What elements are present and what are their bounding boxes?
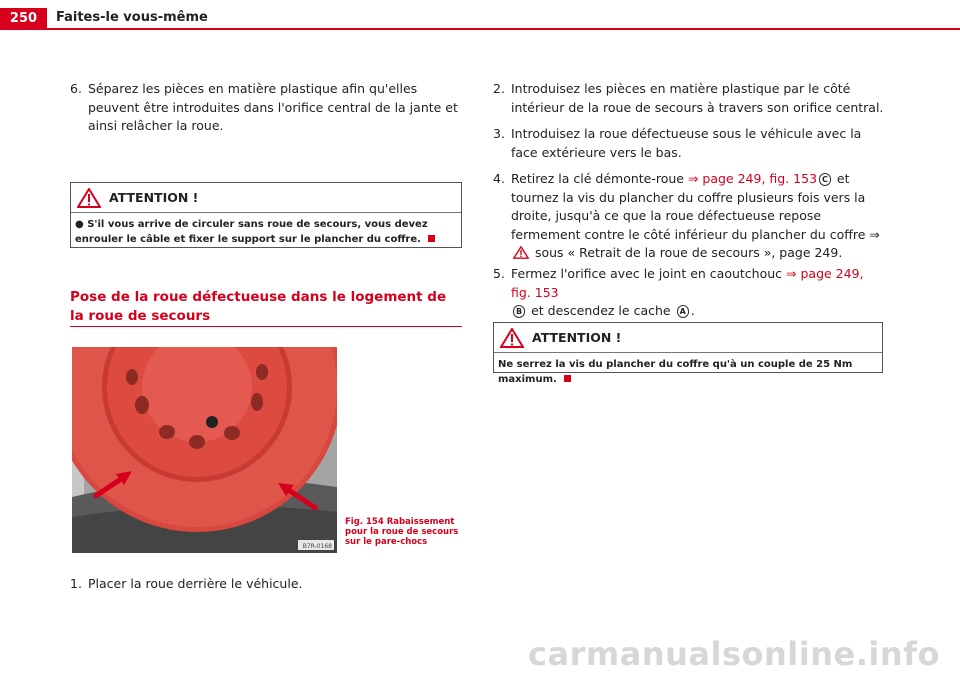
figure-caption: Fig. 154 Rabaissement pour la roue de secours sur le pare-chocs xyxy=(345,517,459,547)
step-text-part: et descendez le cache xyxy=(527,303,675,318)
step-text xyxy=(493,170,885,263)
warning-icon xyxy=(500,328,524,348)
section-rule xyxy=(70,326,462,327)
end-mark-icon xyxy=(564,375,571,382)
warning-icon xyxy=(513,246,529,259)
page-header xyxy=(0,0,960,30)
attention-title: ATTENTION ! xyxy=(532,330,622,345)
step-number: 5. xyxy=(493,266,505,281)
step-text-part: sous « Retrait de la roue de secours », page 249. xyxy=(531,245,843,260)
page-reference-link[interactable]: ⇒ page 249, fig. 153 xyxy=(687,171,818,186)
callout-a-badge: A xyxy=(677,305,689,318)
step-number: 3. xyxy=(493,126,505,141)
step-number: 2. xyxy=(493,81,505,96)
header-rule xyxy=(47,28,960,30)
step-text-part: . xyxy=(690,303,695,318)
step-text: Séparez les pièces en matière plastique afin qu'elles peuvent être introduites dans l'orifice central de la jante et ainsi relâcher la roue. xyxy=(88,81,458,133)
callout-b-badge: B xyxy=(513,305,525,318)
step-number: 6. xyxy=(70,81,82,96)
attention-box xyxy=(493,322,883,385)
warning-icon xyxy=(77,188,101,208)
callout-c-badge: C xyxy=(819,173,831,186)
watermark: carmanualsonline.info xyxy=(528,635,940,673)
step-text: Introduisez la roue défectueuse sous le véhicule avec la face extérieure vers le bas. xyxy=(511,126,862,160)
page-number: 250 xyxy=(0,8,47,30)
end-mark-icon xyxy=(428,235,435,242)
step-text: Placer la roue derrière le véhicule. xyxy=(88,576,303,591)
step-2 xyxy=(493,80,885,117)
step-text xyxy=(493,265,885,321)
step-text-part: Retirez la clé démonte-roue xyxy=(511,171,688,186)
section-title: Pose de la roue défectueuse dans le logement de la roue de secours xyxy=(70,289,447,324)
attention-box xyxy=(70,182,462,248)
step-text-part: et tournez la vis du plancher du coffre plusieurs fois vers la droite, jusqu'à ce que la roue défectueuse repose fermement contre le côté inférieur du plancher du coffre ⇒ xyxy=(511,171,880,242)
step-number: 1. xyxy=(70,576,82,591)
attention-title: ATTENTION ! xyxy=(109,190,199,205)
step-text-part: Fermez l'orifice avec le joint en caoutchouc xyxy=(511,266,787,281)
attention-body: Ne serrez la vis du plancher du coffre qu'à un couple de 25 Nm maximum. xyxy=(498,359,853,385)
step-5 xyxy=(493,265,885,321)
attention-text xyxy=(71,213,461,251)
step-1 xyxy=(70,575,465,594)
attention-header xyxy=(71,183,461,213)
spare-wheel-illustration xyxy=(72,347,337,553)
step-text: Introduisez les pièces en matière plastique par le côté intérieur de la roue de secours à travers son orifice central. xyxy=(511,81,884,115)
attention-header xyxy=(494,323,882,353)
step-number: 4. xyxy=(493,171,505,186)
running-title: Faites-le vous-même xyxy=(56,10,208,25)
attention-text xyxy=(494,353,882,391)
step-4 xyxy=(493,170,885,263)
step-6 xyxy=(70,80,465,136)
step-3 xyxy=(493,125,885,162)
attention-body: S'il vous arrive de circuler sans roue de secours, vous devez enrouler le câble et fixer le support sur le plancher du coffre. xyxy=(75,219,428,245)
bullet-icon: ● xyxy=(75,219,84,230)
figure-154 xyxy=(72,347,337,553)
figure-code: B7R-0168 xyxy=(302,543,332,550)
page-reference-link[interactable]: ⇒ page 249, fig. 153 xyxy=(511,266,864,300)
